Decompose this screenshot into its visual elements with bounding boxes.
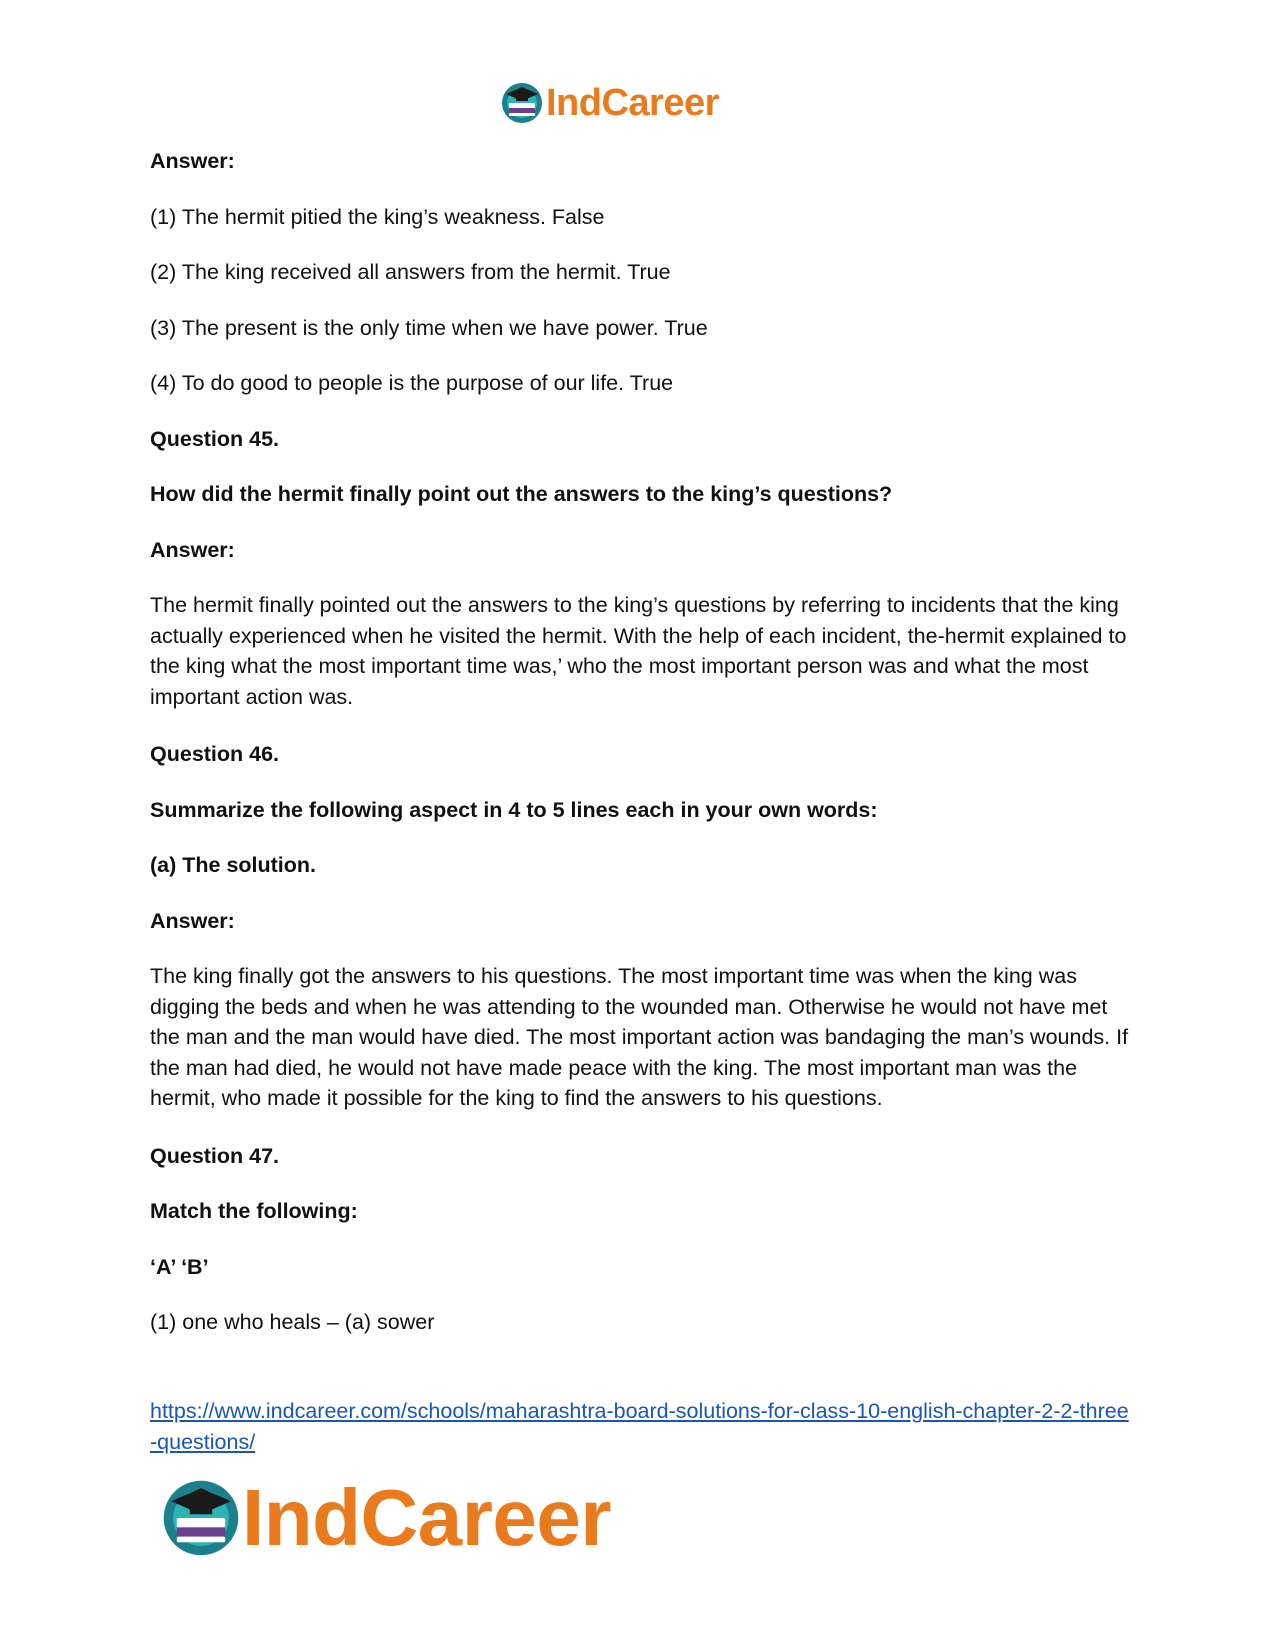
- answer-heading: Answer:: [150, 149, 235, 173]
- answer-heading: Answer:: [150, 908, 235, 933]
- header-logo: [500, 78, 780, 128]
- question-text: Summarize the following aspect in 4 to 5 lines each in your own words:: [150, 797, 878, 822]
- match-item: (1) one who heals – (a) sower: [150, 1310, 435, 1334]
- footer-logo-text: IndCareer: [242, 1473, 611, 1562]
- match-column-headers: ‘A’ ‘B’: [150, 1254, 209, 1279]
- graduation-book-icon: [160, 1477, 242, 1559]
- answer-item: (1) The hermit pitied the king’s weakness. False: [150, 204, 605, 229]
- footer-logo: [160, 1468, 720, 1568]
- header-logo-text: IndCareer: [546, 81, 719, 124]
- graduation-book-icon: [500, 81, 544, 125]
- document-content: [150, 146, 1130, 1363]
- answer-heading: Answer:: [150, 537, 235, 562]
- source-link[interactable]: https://www.indcareer.com/schools/maharashtra-board-solutions-for-class-10-english-chapter-2-2-three-questions/: [150, 1399, 1129, 1454]
- answer-paragraph: The king finally got the answers to his questions. The most important time was when the king was digging the beds and when he was attending to the wounded man. Otherwise he would not have met the man and the man would have died. The most important action was bandaging the man’s wounds. If the man had died, he would not have made peace with the king. The most important man was the hermit, who made it possible for the king to find the answers to his questions.: [150, 964, 1129, 1110]
- question-number: Question 45.: [150, 426, 280, 451]
- answer-item: (2) The king received all answers from the hermit. True: [150, 260, 671, 284]
- question-text: How did the hermit finally point out the answers to the king’s questions?: [150, 482, 893, 506]
- question-number: Question 46.: [150, 742, 280, 766]
- answer-item: (3) The present is the only time when we have power. True: [150, 315, 708, 340]
- answer-item: (4) To do good to people is the purpose of our life. True: [150, 371, 674, 395]
- question-number: Question 47.: [150, 1143, 280, 1168]
- question-text: Match the following:: [150, 1199, 358, 1223]
- question-subpart: (a) The solution.: [150, 853, 317, 877]
- answer-paragraph: The hermit finally pointed out the answers to the king’s questions by referring to incidents that the king actually experienced when he visited the hermit. With the help of each incident, the-hermit explained to the king what the most important time was,’ who the most important person was and what the most important action was.: [150, 593, 1127, 709]
